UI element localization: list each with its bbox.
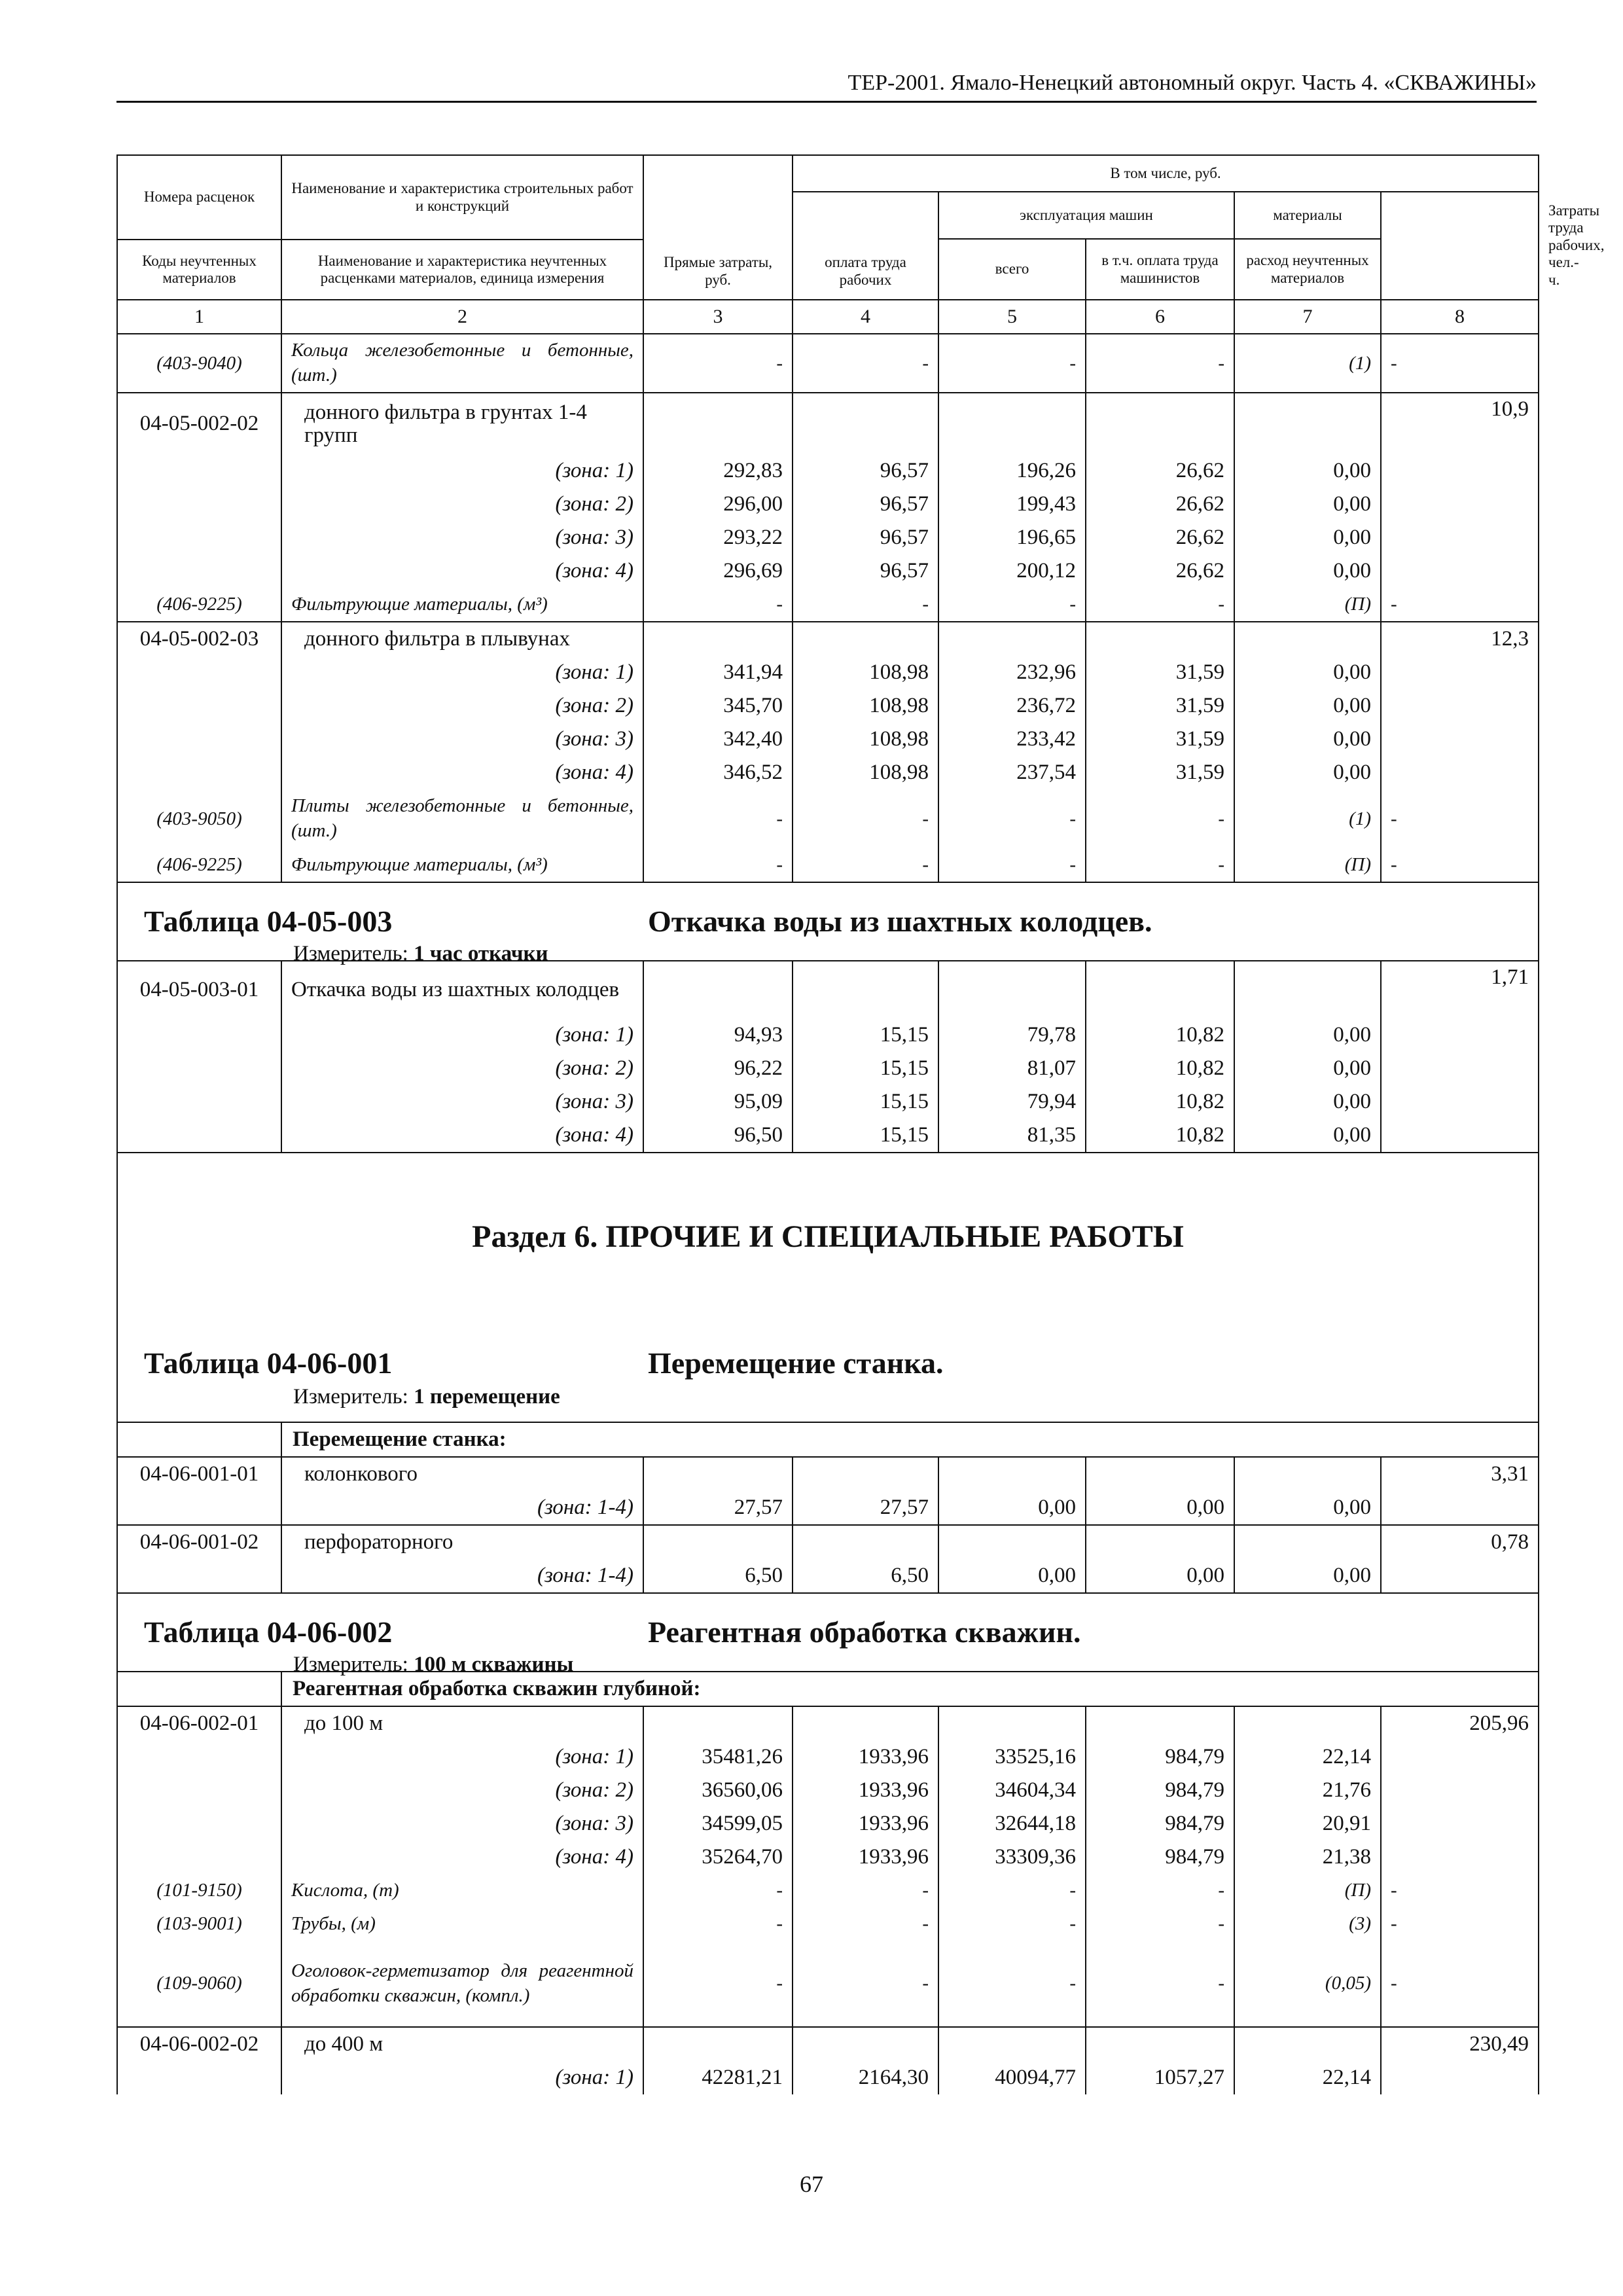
machine-total: 79,94 xyxy=(938,1085,1086,1119)
material-name: Фильтрующие материалы, (м³) xyxy=(281,848,643,882)
worker-pay: 1933,96 xyxy=(793,1774,938,1807)
material-dash: - xyxy=(1381,848,1539,882)
material-row xyxy=(117,1874,1539,1907)
material-dash: - xyxy=(938,334,1086,393)
col-number: 1 xyxy=(117,300,281,334)
meter-label: Измеритель: xyxy=(293,1653,408,1676)
worker-pay: 15,15 xyxy=(793,1018,938,1052)
zone-label: (зона: 1) xyxy=(281,656,643,689)
zone-label: (зона: 3) xyxy=(281,723,643,756)
direct-cost: 96,22 xyxy=(643,1052,793,1085)
materials-cost: 22,14 xyxy=(1234,1740,1381,1774)
zone-label: (зона: 4) xyxy=(281,1119,643,1153)
material-dash: - xyxy=(1086,789,1234,848)
rate-code: 04-05-002-02 xyxy=(117,393,281,454)
direct-cost: 6,50 xyxy=(643,1559,793,1593)
zone-row xyxy=(117,488,1539,521)
col-number: 3 xyxy=(643,300,793,334)
material-dash: - xyxy=(793,789,938,848)
zone-label: (зона: 1) xyxy=(281,2061,643,2094)
rate-name: перфораторного xyxy=(281,1525,643,1559)
col-number: 6 xyxy=(1086,300,1234,334)
zone-row xyxy=(117,1774,1539,1807)
machine-total: 196,65 xyxy=(938,521,1086,554)
direct-cost: 346,52 xyxy=(643,756,793,789)
zone-label: (зона: 1-4) xyxy=(281,1491,643,1525)
material-dash: - xyxy=(643,1874,793,1907)
machine-total: 79,78 xyxy=(938,1018,1086,1052)
worker-pay: 1933,96 xyxy=(793,1807,938,1840)
direct-cost: 345,70 xyxy=(643,689,793,723)
rate-row xyxy=(117,1457,1539,1491)
driver-pay: 26,62 xyxy=(1086,554,1234,588)
driver-pay: 26,62 xyxy=(1086,488,1234,521)
zone-row xyxy=(117,1840,1539,1874)
driver-pay: 10,82 xyxy=(1086,1119,1234,1153)
direct-cost: 293,22 xyxy=(643,521,793,554)
group-heading-row xyxy=(117,1422,1539,1457)
machine-total: 33309,36 xyxy=(938,1840,1086,1874)
head-including: В том числе, руб. xyxy=(793,155,1539,192)
header-row-1: Номера расценок Наименование и характеристика строительных работ и конструкций Прямые затраты, руб. В том числе, руб. Затраты труда рабочих, чел.-ч. xyxy=(117,155,1539,192)
material-code: (101-9150) xyxy=(117,1874,281,1907)
direct-cost: 35481,26 xyxy=(643,1740,793,1774)
running-header: ТЕР-2001. Ямало-Ненецкий автономный округ. Часть 4. «СКВАЖИНЫ» xyxy=(116,71,1537,103)
rate-labor: 230,49 xyxy=(1381,2027,1539,2061)
materials-cost: 0,00 xyxy=(1234,1559,1381,1593)
zone-row xyxy=(117,2061,1539,2094)
zone-row xyxy=(117,1491,1539,1525)
rate-name: до 400 м xyxy=(281,2027,643,2061)
machine-total: 233,42 xyxy=(938,723,1086,756)
direct-cost: 296,69 xyxy=(643,554,793,588)
head-incl-driver-pay: в т.ч. оплата труда машинистов xyxy=(1086,239,1234,300)
col-number: 5 xyxy=(938,300,1086,334)
zone-label: (зона: 4) xyxy=(281,756,643,789)
worker-pay: 15,15 xyxy=(793,1119,938,1153)
material-row xyxy=(117,1907,1539,1941)
col-number: 8 xyxy=(1381,300,1539,334)
machine-total: 232,96 xyxy=(938,656,1086,689)
rate-labor: 10,9 xyxy=(1381,393,1539,454)
driver-pay: 984,79 xyxy=(1086,1807,1234,1840)
worker-pay: 96,57 xyxy=(793,488,938,521)
rate-row xyxy=(117,393,1539,454)
worker-pay: 6,50 xyxy=(793,1559,938,1593)
material-dash: - xyxy=(793,1941,938,2027)
direct-cost: 35264,70 xyxy=(643,1840,793,1874)
material-dash: - xyxy=(1086,1941,1234,2027)
material-row xyxy=(117,848,1539,882)
worker-pay: 1933,96 xyxy=(793,1740,938,1774)
section-row xyxy=(117,1153,1539,1422)
worker-pay: 108,98 xyxy=(793,656,938,689)
worker-pay: 2164,30 xyxy=(793,2061,938,2094)
material-qty: (0,05) xyxy=(1234,1941,1381,2027)
machine-total: 32644,18 xyxy=(938,1807,1086,1840)
materials-cost: 22,14 xyxy=(1234,2061,1381,2094)
material-code: (406-9225) xyxy=(117,588,281,622)
meter-value: 1 перемещение xyxy=(414,1385,560,1408)
driver-pay: 26,62 xyxy=(1086,454,1234,488)
worker-pay: 15,15 xyxy=(793,1052,938,1085)
material-qty: (П) xyxy=(1234,1874,1381,1907)
machine-total: 200,12 xyxy=(938,554,1086,588)
head-materials: материалы xyxy=(1234,192,1381,239)
zone-row xyxy=(117,756,1539,789)
col-number: 2 xyxy=(281,300,643,334)
machine-total: 33525,16 xyxy=(938,1740,1086,1774)
materials-cost: 21,38 xyxy=(1234,1840,1381,1874)
material-row xyxy=(117,1941,1539,2027)
table-meter xyxy=(293,942,548,966)
machine-total: 34604,34 xyxy=(938,1774,1086,1807)
materials-cost: 0,00 xyxy=(1234,1085,1381,1119)
material-name: Кольца железобетонные и бетонные, (шт.) xyxy=(281,334,643,393)
table-name: Реагентная обработка скважин. xyxy=(648,1615,1081,1649)
table-number: Таблица 04-06-001 xyxy=(144,1346,393,1380)
head-uncounted-names: Наименование и характеристика неучтенных расценками материалов, единица измерения xyxy=(281,240,643,300)
worker-pay: 96,57 xyxy=(793,454,938,488)
materials-cost: 0,00 xyxy=(1234,454,1381,488)
materials-cost: 20,91 xyxy=(1234,1807,1381,1840)
machine-total: 81,07 xyxy=(938,1052,1086,1085)
material-dash: - xyxy=(938,848,1086,882)
worker-pay: 108,98 xyxy=(793,723,938,756)
zone-label: (зона: 1) xyxy=(281,1018,643,1052)
zone-row xyxy=(117,1085,1539,1119)
material-dash: - xyxy=(1381,789,1539,848)
material-row xyxy=(117,789,1539,848)
rate-code: 04-06-001-01 xyxy=(117,1457,281,1491)
driver-pay: 31,59 xyxy=(1086,756,1234,789)
material-row xyxy=(117,588,1539,622)
group-heading: Реагентная обработка скважин глубиной: xyxy=(281,1672,1539,1706)
zone-label: (зона: 3) xyxy=(281,1085,643,1119)
worker-pay: 108,98 xyxy=(793,756,938,789)
material-dash: - xyxy=(793,334,938,393)
driver-pay: 984,79 xyxy=(1086,1774,1234,1807)
page-number: 67 xyxy=(800,2171,823,2197)
materials-cost: 21,76 xyxy=(1234,1774,1381,1807)
material-dash: - xyxy=(1086,1874,1234,1907)
zone-label: (зона: 1) xyxy=(281,454,643,488)
machine-total: 196,26 xyxy=(938,454,1086,488)
material-dash: - xyxy=(1086,334,1234,393)
material-dash: - xyxy=(643,1941,793,2027)
rate-code: 04-05-003-01 xyxy=(117,961,281,1018)
rate-code: 04-06-001-02 xyxy=(117,1525,281,1559)
materials-cost: 0,00 xyxy=(1234,488,1381,521)
head-direct-costs: Прямые затраты, руб. xyxy=(643,155,793,300)
direct-cost: 42281,21 xyxy=(643,2061,793,2094)
zone-label: (зона: 2) xyxy=(281,488,643,521)
machine-total: 40094,77 xyxy=(938,2061,1086,2094)
material-name: Кислота, (т) xyxy=(281,1874,643,1907)
material-dash: - xyxy=(643,334,793,393)
table-title-row xyxy=(117,882,1539,961)
material-dash: - xyxy=(793,848,938,882)
zone-row xyxy=(117,521,1539,554)
price-table xyxy=(116,154,1605,2094)
worker-pay: 27,57 xyxy=(793,1491,938,1525)
zone-row xyxy=(117,554,1539,588)
material-row xyxy=(117,334,1539,393)
worker-pay: 96,57 xyxy=(793,554,938,588)
material-dash: - xyxy=(1381,1874,1539,1907)
material-dash: - xyxy=(1381,1907,1539,1941)
col-number: 7 xyxy=(1234,300,1381,334)
rate-row xyxy=(117,1706,1539,1740)
materials-cost: 0,00 xyxy=(1234,1119,1381,1153)
materials-cost: 0,00 xyxy=(1234,756,1381,789)
material-dash: - xyxy=(938,1874,1086,1907)
materials-cost: 0,00 xyxy=(1234,554,1381,588)
zone-row xyxy=(117,656,1539,689)
zone-row xyxy=(117,723,1539,756)
machine-total: 237,54 xyxy=(938,756,1086,789)
direct-cost: 96,50 xyxy=(643,1119,793,1153)
head-total: всего xyxy=(938,239,1086,300)
worker-pay: 1933,96 xyxy=(793,1840,938,1874)
table-meter xyxy=(293,1653,573,1677)
driver-pay: 984,79 xyxy=(1086,1840,1234,1874)
direct-cost: 292,83 xyxy=(643,454,793,488)
material-dash: - xyxy=(1381,1941,1539,2027)
group-heading: Перемещение станка: xyxy=(281,1422,1539,1457)
direct-cost: 36560,06 xyxy=(643,1774,793,1807)
head-work-name: Наименование и характеристика строительных работ и конструкций xyxy=(281,155,643,240)
materials-cost: 0,00 xyxy=(1234,656,1381,689)
material-dash: - xyxy=(793,1907,938,1941)
driver-pay: 31,59 xyxy=(1086,689,1234,723)
zone-label: (зона: 4) xyxy=(281,554,643,588)
material-code: (406-9225) xyxy=(117,848,281,882)
zone-row xyxy=(117,1119,1539,1153)
rate-name: донного фильтра в грунтах 1-4 групп xyxy=(281,393,643,454)
driver-pay: 31,59 xyxy=(1086,656,1234,689)
zone-row xyxy=(117,1807,1539,1840)
material-code: (109-9060) xyxy=(117,1941,281,2027)
table-number: Таблица 04-05-003 xyxy=(144,905,393,938)
driver-pay: 984,79 xyxy=(1086,1740,1234,1774)
material-dash: - xyxy=(643,848,793,882)
materials-cost: 0,00 xyxy=(1234,1018,1381,1052)
rate-code: 04-06-002-01 xyxy=(117,1706,281,1740)
material-dash: - xyxy=(1086,1907,1234,1941)
meter-value: 1 час откачки xyxy=(414,942,548,965)
driver-pay: 0,00 xyxy=(1086,1491,1234,1525)
material-dash: - xyxy=(938,1941,1086,2027)
material-name: Трубы, (м) xyxy=(281,1907,643,1941)
rate-labor: 12,3 xyxy=(1381,622,1539,656)
material-dash: - xyxy=(938,789,1086,848)
rate-name: Откачка воды из шахтных колодцев xyxy=(281,961,643,1018)
head-uncounted-consumption: расход неучтенных материалов xyxy=(1234,239,1381,300)
rate-code: 04-05-002-03 xyxy=(117,622,281,656)
materials-cost: 0,00 xyxy=(1234,1491,1381,1525)
driver-pay: 10,82 xyxy=(1086,1052,1234,1085)
material-qty: (3) xyxy=(1234,1907,1381,1941)
direct-cost: 296,00 xyxy=(643,488,793,521)
driver-pay: 0,00 xyxy=(1086,1559,1234,1593)
material-qty: (П) xyxy=(1234,848,1381,882)
material-code: (403-9050) xyxy=(117,789,281,848)
column-numbers-row xyxy=(117,300,1539,334)
materials-cost: 0,00 xyxy=(1234,1052,1381,1085)
meter-label: Измеритель: xyxy=(293,1385,408,1408)
material-dash: - xyxy=(1381,334,1539,393)
meter-value: 100 м скважины xyxy=(414,1653,574,1676)
rate-labor: 1,71 xyxy=(1381,961,1539,1018)
rate-row xyxy=(117,1525,1539,1559)
driver-pay: 31,59 xyxy=(1086,723,1234,756)
rate-labor: 205,96 xyxy=(1381,1706,1539,1740)
zone-row xyxy=(117,1018,1539,1052)
rate-name: колонкового xyxy=(281,1457,643,1491)
rate-name: донного фильтра в плывунах xyxy=(281,622,643,656)
zone-row xyxy=(117,1559,1539,1593)
head-rate-numbers: Номера расценок xyxy=(117,155,281,240)
rate-labor: 0,78 xyxy=(1381,1525,1539,1559)
material-code: (103-9001) xyxy=(117,1907,281,1941)
zone-label: (зона: 1-4) xyxy=(281,1559,643,1593)
zone-label: (зона: 2) xyxy=(281,1052,643,1085)
materials-cost: 0,00 xyxy=(1234,521,1381,554)
zone-label: (зона: 2) xyxy=(281,689,643,723)
machine-total: 0,00 xyxy=(938,1491,1086,1525)
zone-label: (зона: 3) xyxy=(281,521,643,554)
rate-code: 04-06-002-02 xyxy=(117,2027,281,2061)
zone-label: (зона: 1) xyxy=(281,1740,643,1774)
material-dash: - xyxy=(793,1874,938,1907)
driver-pay: 26,62 xyxy=(1086,521,1234,554)
zone-row xyxy=(117,689,1539,723)
materials-cost: 0,00 xyxy=(1234,689,1381,723)
zone-label: (зона: 3) xyxy=(281,1807,643,1840)
rate-name: до 100 м xyxy=(281,1706,643,1740)
direct-cost: 27,57 xyxy=(643,1491,793,1525)
material-dash: - xyxy=(643,789,793,848)
col-number: 4 xyxy=(793,300,938,334)
head-worker-pay: оплата труда рабочих xyxy=(793,192,938,300)
head-uncounted-codes: Коды неучтенных материалов xyxy=(117,240,281,300)
driver-pay: 10,82 xyxy=(1086,1085,1234,1119)
machine-total: 0,00 xyxy=(938,1559,1086,1593)
direct-cost: 34599,05 xyxy=(643,1807,793,1840)
materials-cost: 0,00 xyxy=(1234,723,1381,756)
material-name: Фильтрующие материалы, (м³) xyxy=(281,588,643,622)
material-dash: - xyxy=(1086,588,1234,622)
material-qty: (П) xyxy=(1234,588,1381,622)
material-dash: - xyxy=(643,588,793,622)
worker-pay: 15,15 xyxy=(793,1085,938,1119)
zone-label: (зона: 2) xyxy=(281,1774,643,1807)
material-dash: - xyxy=(938,1907,1086,1941)
meter-label: Измеритель: xyxy=(293,942,408,965)
zone-label: (зона: 4) xyxy=(281,1840,643,1874)
rate-labor: 3,31 xyxy=(1381,1457,1539,1491)
material-code: (403-9040) xyxy=(117,334,281,393)
material-dash: - xyxy=(643,1907,793,1941)
machine-total: 236,72 xyxy=(938,689,1086,723)
machine-total: 81,35 xyxy=(938,1119,1086,1153)
material-dash: - xyxy=(938,588,1086,622)
table-title-row xyxy=(117,1593,1539,1672)
driver-pay: 10,82 xyxy=(1086,1018,1234,1052)
zone-row xyxy=(117,454,1539,488)
section-title: Раздел 6. ПРОЧИЕ И СПЕЦИАЛЬНЫЕ РАБОТЫ xyxy=(472,1219,1184,1254)
direct-cost: 341,94 xyxy=(643,656,793,689)
material-qty: (1) xyxy=(1234,334,1381,393)
table-number: Таблица 04-06-002 xyxy=(144,1615,393,1649)
rate-row xyxy=(117,961,1539,1018)
material-name: Оголовок-герметизатор для реагентной обработки скважин, (компл.) xyxy=(281,1941,643,2027)
material-name: Плиты железобетонные и бетонные, (шт.) xyxy=(281,789,643,848)
machine-total: 199,43 xyxy=(938,488,1086,521)
rate-row xyxy=(117,622,1539,656)
material-dash: - xyxy=(1086,848,1234,882)
material-qty: (1) xyxy=(1234,789,1381,848)
direct-cost: 342,40 xyxy=(643,723,793,756)
head-machine-operation: эксплуатация машин xyxy=(938,192,1234,239)
material-dash: - xyxy=(793,588,938,622)
table-name: Откачка воды из шахтных колодцев. xyxy=(648,905,1152,938)
table-name: Перемещение станка. xyxy=(648,1346,944,1380)
worker-pay: 108,98 xyxy=(793,689,938,723)
driver-pay: 1057,27 xyxy=(1086,2061,1234,2094)
direct-cost: 95,09 xyxy=(643,1085,793,1119)
material-dash: - xyxy=(1381,588,1539,622)
rate-row xyxy=(117,2027,1539,2061)
zone-row xyxy=(117,1740,1539,1774)
table-meter xyxy=(293,1385,560,1409)
worker-pay: 96,57 xyxy=(793,521,938,554)
zone-row xyxy=(117,1052,1539,1085)
direct-cost: 94,93 xyxy=(643,1018,793,1052)
